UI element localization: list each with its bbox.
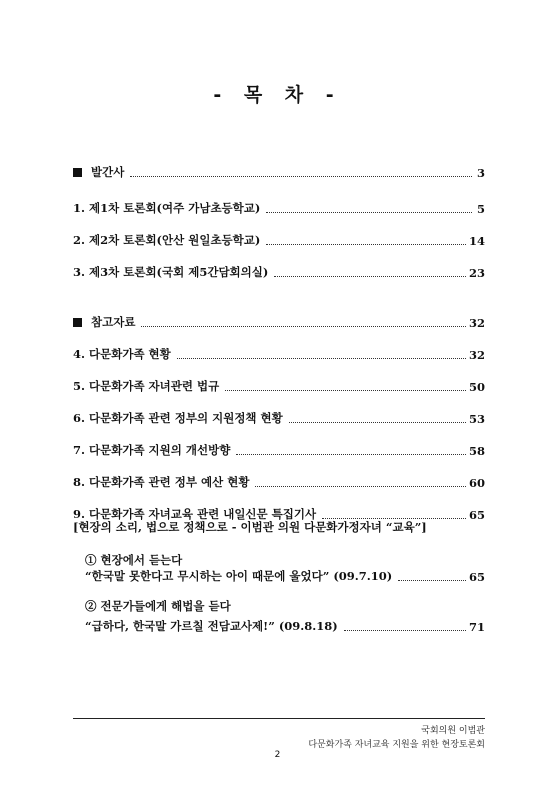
toc-subtitle: [현장의 소리, 법으로 정책으로 - 이범관 의원 다문화가정자녀 “교육”] xyxy=(73,520,427,534)
toc-entry-ref-7[interactable] xyxy=(73,440,485,458)
toc-label: 5. 다문화가족 자녀관련 법규 xyxy=(73,379,220,393)
footer-author: 국회의원 이범관 xyxy=(421,726,485,736)
leader-dots xyxy=(398,580,466,581)
toc-label: 7. 다문화가족 지원의 개선방향 xyxy=(73,443,231,457)
toc-entry-item-1[interactable] xyxy=(85,566,485,584)
toc-page: 32 xyxy=(468,348,485,362)
leader-dots xyxy=(177,358,466,359)
toc-page: 60 xyxy=(468,476,485,490)
toc-entry-ref-6[interactable] xyxy=(73,408,485,426)
toc-label: 9. 다문화가족 자녀교육 관련 내일신문 특집기사 xyxy=(73,507,317,521)
toc-label: 2. 제2차 토론회(안산 원일초등학교) xyxy=(73,233,261,247)
toc-page: 65 xyxy=(468,508,485,522)
toc-label: “한국말 못한다고 무시하는 아이 때문에 울었다” (09.7.10) xyxy=(85,569,393,583)
page-number: 2 xyxy=(274,750,281,760)
toc-entry-ref-4[interactable] xyxy=(73,344,485,362)
leader-dots xyxy=(274,276,466,277)
leader-dots xyxy=(344,630,466,631)
toc-entry-forum-2[interactable] xyxy=(73,230,485,248)
toc-entry-item-2[interactable] xyxy=(85,616,485,634)
toc-entry-references[interactable] xyxy=(73,312,485,330)
square-bullet-icon xyxy=(73,318,82,327)
toc-page: 50 xyxy=(468,380,485,394)
leader-dots xyxy=(141,326,466,327)
toc-page: 3 xyxy=(476,166,485,180)
leader-dots xyxy=(130,176,472,177)
toc-entry-preface[interactable] xyxy=(73,162,485,180)
leader-dots xyxy=(266,244,466,245)
leader-dots xyxy=(289,422,466,423)
toc-page: 58 xyxy=(468,444,485,458)
page-title: - 목 차 - xyxy=(213,84,342,106)
toc-page: 32 xyxy=(468,316,485,330)
toc-sub-heading-1: ① 현장에서 듣는다 xyxy=(85,553,183,567)
toc-entry-forum-1[interactable] xyxy=(73,198,485,216)
toc-entry-forum-3[interactable] xyxy=(73,262,485,280)
toc-page: 53 xyxy=(468,412,485,426)
toc-label: 4. 다문화가족 현황 xyxy=(73,347,171,361)
toc-page: 23 xyxy=(468,266,485,280)
toc-label: “급하다, 한국말 가르칠 전담교사제!” (09.8.18) xyxy=(85,619,338,633)
toc-label: 참고자료 xyxy=(91,315,136,329)
toc-page: 14 xyxy=(468,234,485,248)
footer-divider xyxy=(73,718,485,719)
leader-dots xyxy=(255,486,466,487)
square-bullet-icon xyxy=(73,168,82,177)
footer-event-title: 다문화가족 자녀교육 지원을 위한 현장토론회 xyxy=(308,740,485,750)
toc-label: 3. 제3차 토론회(국회 제5간담회의실) xyxy=(73,265,269,279)
toc-entry-ref-8[interactable] xyxy=(73,472,485,490)
toc-page: 5 xyxy=(476,202,485,216)
toc-page: 71 xyxy=(468,620,485,634)
toc-page: 65 xyxy=(468,570,485,584)
leader-dots xyxy=(225,390,466,391)
toc-sub-heading-2: ② 전문가들에게 해법을 듣다 xyxy=(85,599,231,613)
toc-label: 6. 다문화가족 관련 정부의 지원정책 현황 xyxy=(73,411,283,425)
toc-label: 8. 다문화가족 관련 정부 예산 현황 xyxy=(73,475,250,489)
toc-label: 발간사 xyxy=(91,165,125,179)
leader-dots xyxy=(236,454,466,455)
toc-label: 1. 제1차 토론회(여주 가남초등학교) xyxy=(73,201,261,215)
leader-dots xyxy=(266,212,472,213)
toc-entry-ref-5[interactable] xyxy=(73,376,485,394)
